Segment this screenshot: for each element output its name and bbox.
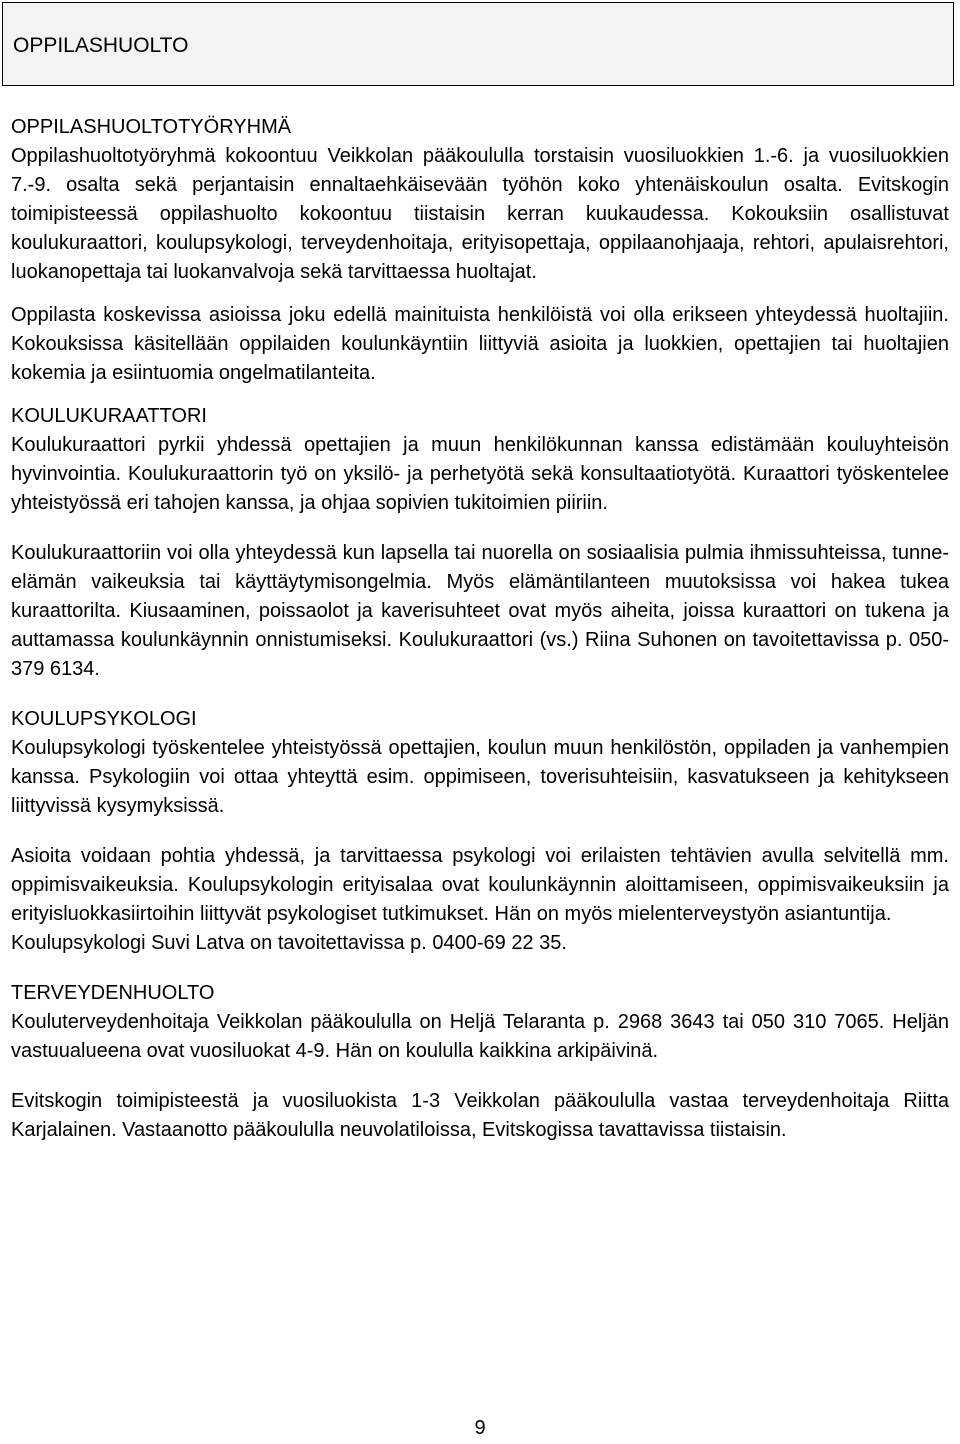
paragraph: Koulukuraattoriin voi olla yhteydessä kun lapsella tai nuorella on sosiaalisia pulmia ihmissuhteissa, tunne-elämän vaikeuksia tai käyttäytymisongelmia. Myös elämäntilanteen muutoksissa voi hakea tukea kuraattorilta. Kiusaaminen, poissaolot ja kaverisuhteet ovat myös aiheita, joissa kuraattori on tukena ja auttamassa koulunkäynnin onnistumiseksi. Koulukuraattori (vs.) Riina Suhonen on tavoitettavissa p. 050-379 6134.: [11, 542, 949, 680]
section-koulupsykologi: [11, 705, 949, 958]
document-body: [11, 113, 949, 1145]
section-heading: OPPILASHUOLTOTYÖRYHMÄ: [11, 116, 292, 138]
section-terveydenhuolto: [11, 979, 949, 1145]
paragraph: Oppilasta koskevissa asioissa joku edellä mainituista henkilöistä voi olla erikseen yhteydessä huoltajiin. Kokouksissa käsitellään oppilaiden koulunkäyntiin liittyviä asioita ja luokkien, opettajien tai huoltajien kokemia ja esiintuomia ongelmatilanteita.: [11, 304, 949, 384]
header-box: [2, 2, 954, 86]
page-title: OPPILASHUOLTO: [13, 34, 189, 57]
section-heading: KOULUKURAATTORI: [11, 405, 207, 427]
paragraph: Koulukuraattori pyrkii yhdessä opettajien ja muun henkilökunnan kanssa edistämään kouluyhteisön hyvinvointia. Koulukuraattorin työ on yksilö- ja perhetyötä sekä konsultaatiotyötä. Kuraattori työskentelee yhteistyössä eri tahojen kanssa, ja ohjaa sopivien tukitoimien piiriin.: [11, 434, 949, 514]
paragraph: Evitskogin toimipisteestä ja vuosiluokista 1-3 Veikkolan pääkoululla vastaa terveydenhoitaja Riitta Karjalainen. Vastaanotto pääkoululla neuvolatiloissa, Evitskogissa tavattavissa tiistaisin.: [11, 1090, 949, 1141]
page-number: 9: [474, 1417, 486, 1439]
section-heading: TERVEYDENHUOLTO: [11, 982, 215, 1004]
paragraph: Asioita voidaan pohtia yhdessä, ja tarvittaessa psykologi voi erilaisten tehtävien avulla selvitellä mm. oppimisvaikeuksia. Koulupsykologin erityisalaa ovat koulunkäynnin aloittamiseen, oppimisvaikeuksiin ja erityisluokkasiirtoihin liittyvät psykologiset tutkimukset. Hän on myös mielenterveystyön asiantuntija.: [11, 845, 949, 925]
section-heading: KOULUPSYKOLOGI: [11, 708, 197, 730]
paragraph: Koulupsykologi Suvi Latva on tavoitettavissa p. 0400-69 22 35.: [11, 932, 567, 954]
paragraph: Koulupsykologi työskentelee yhteistyössä opettajien, koulun muun henkilöstön, oppiladen ja vanhempien kanssa. Psykologiin voi ottaa yhteyttä esim. oppimiseen, toverisuhteisiin, kasvatukseen ja kehitykseen liittyvissä kysymyksissä.: [11, 737, 949, 817]
section-koulukuraattori: [11, 402, 949, 684]
paragraph: Kouluterveydenhoitaja Veikkolan pääkoululla on Heljä Telaranta p. 2968 3643 tai 050 310 7065. Heljän vastuualueena ovat vuosiluokat 4-9. Hän on koululla kaikkina arkipäivinä.: [11, 1011, 949, 1062]
paragraph: Oppilashuoltotyöryhmä kokoontuu Veikkolan pääkoululla torstaisin vuosiluokkien 1.-6. ja vuosiluokkien 7.-9. osalta sekä perjantaisin ennaltaehkäisevään työhön koko yhtenäiskoulun osalta. Evitskogin toimipisteessä oppilashuolto kokoontuu tiistaisin kerran kuukaudessa. Kokouksiin osallistuvat koulukuraattori, koulupsykologi, terveydenhoitaja, erityisopettaja, oppilaanohjaaja, rehtori, apulaisrehtori, luokanopettaja tai luokanvalvoja sekä tarvittaessa huoltajat.: [11, 145, 949, 283]
section-oppilashuoltotyoryhma: [11, 113, 949, 388]
